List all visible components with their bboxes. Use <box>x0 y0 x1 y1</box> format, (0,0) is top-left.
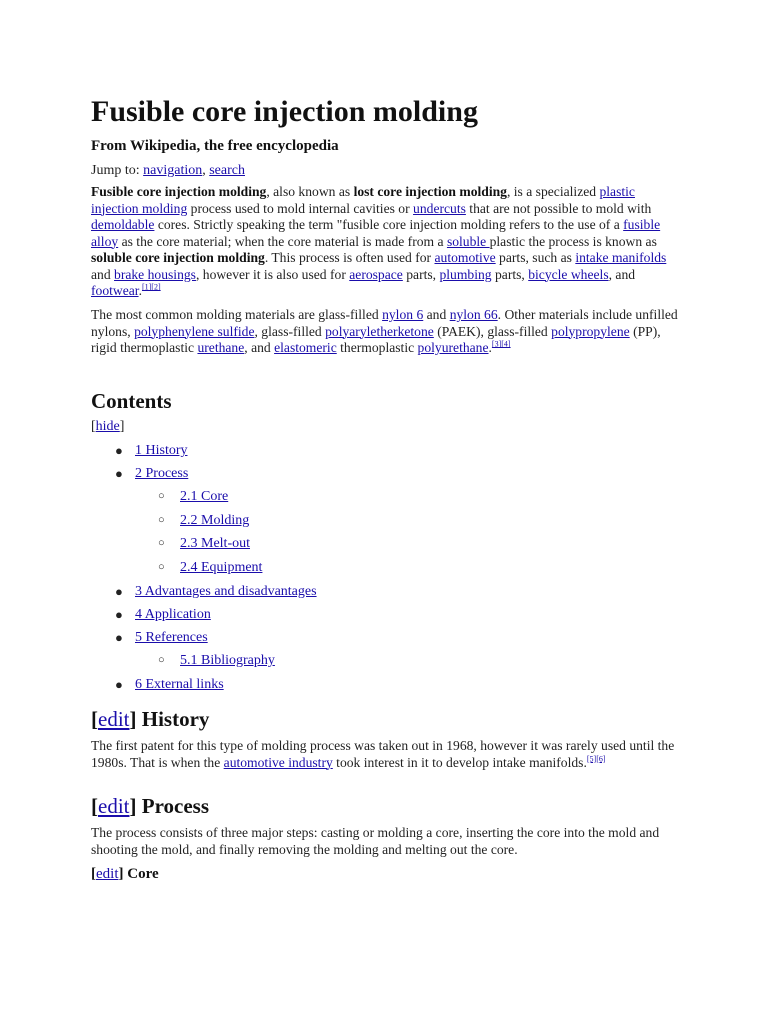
toc-item-external-links <box>115 676 224 693</box>
jump-search-link[interactable]: search <box>209 163 245 178</box>
link-nylon-66[interactable]: nylon 66 <box>449 307 498 322</box>
edit-core-link[interactable]: edit <box>96 866 119 882</box>
circle-bullet-icon: ○ <box>158 514 165 526</box>
text-run: , also known as <box>266 184 354 199</box>
text-run: , glass-filled <box>254 323 326 339</box>
process-paragraph: The process consists of three major steps: casting or molding a core, inserting the core into the mold and shooting the mold, and finally removing the molding and melting out the core. <box>91 825 660 857</box>
link-intake-manifolds[interactable]: intake manifolds <box>575 250 667 265</box>
bracket-close: ] <box>129 707 137 731</box>
text-run: parts, <box>491 266 529 282</box>
link-plastic[interactable]: plastic <box>599 184 635 199</box>
toc-link-equipment[interactable]: 2.4 Equipment <box>180 560 263 575</box>
link-undercuts[interactable]: undercuts <box>413 200 466 216</box>
jump-navigation-link[interactable]: navigation <box>143 163 203 178</box>
text-run: and <box>423 307 450 322</box>
bracket-open: [ <box>91 419 96 434</box>
bullet-icon: ● <box>115 677 123 692</box>
bracket-open: [ <box>91 707 98 731</box>
link-elastomeric[interactable]: elastomeric <box>274 340 337 355</box>
link-aerospace[interactable]: aerospace <box>349 266 403 282</box>
text-run: . Other materials include unfilled nylons, <box>91 307 678 339</box>
text-run: thermoplastic <box>336 340 418 355</box>
link-polyurethane[interactable]: polyurethane <box>417 340 489 355</box>
link-soluble[interactable]: soluble <box>446 233 490 249</box>
toc-item-process <box>115 465 189 482</box>
text-run: The first patent for this type of molding process was taken out in 1968, however it was rarely used until the 1980s. That is when the <box>91 738 675 770</box>
term-bold: soluble core injection molding <box>91 250 265 265</box>
citation-link[interactable]: [1][2] <box>141 282 161 292</box>
bracket-close: ] <box>129 794 137 818</box>
text-run: , however it is also used for <box>195 266 350 282</box>
link-injection-molding[interactable]: injection molding <box>91 200 188 216</box>
intro-paragraph <box>91 184 681 300</box>
text-run: took interest in it to develop intake manifolds. <box>332 754 587 770</box>
toc-item-core <box>158 488 229 505</box>
text-run: and <box>91 266 115 282</box>
jump-to-bar <box>91 162 245 179</box>
toc-link-core[interactable]: 2.1 Core <box>180 489 229 504</box>
text-run: parts, such as <box>495 250 576 265</box>
bullet-icon: ● <box>115 584 123 599</box>
circle-bullet-icon: ○ <box>158 490 165 502</box>
page-title: Fusible core injection molding <box>91 95 478 128</box>
toc-item-history <box>115 442 188 459</box>
toc-item-bibliography <box>158 652 275 669</box>
toc-item-references <box>115 629 208 646</box>
bracket-close: ] <box>118 866 124 882</box>
section-heading-core <box>91 865 159 883</box>
toc-item-molding <box>158 512 250 529</box>
term-bold: lost core injection molding <box>353 184 507 199</box>
circle-bullet-icon: ○ <box>158 561 165 573</box>
text-run: , and <box>244 340 275 355</box>
toc-item-advantages <box>115 583 317 600</box>
toc-link-molding[interactable]: 2.2 Molding <box>180 513 250 528</box>
bullet-icon: ● <box>115 630 123 645</box>
jump-separator: , <box>202 163 210 178</box>
link-brake-housings[interactable]: brake housings <box>114 266 196 282</box>
text-run: . This process is often used for <box>264 250 435 265</box>
text-run: (PP), rigid thermoplastic <box>91 323 661 355</box>
history-paragraph <box>91 738 681 771</box>
text-run: , and <box>608 266 636 282</box>
bracket-open: [ <box>91 794 98 818</box>
bullet-icon: ● <box>115 607 123 622</box>
bracket-open: [ <box>91 866 96 882</box>
section-heading-process <box>91 793 209 819</box>
link-polyphenylene-sulfide[interactable]: polyphenylene sulfide <box>134 323 255 339</box>
link-demoldable[interactable]: demoldable <box>91 217 155 232</box>
link-automotive-industry[interactable]: automotive industry <box>223 754 333 770</box>
link-polyaryletherketone[interactable]: polyaryletherketone <box>325 323 434 339</box>
bracket-close: ] <box>119 419 125 434</box>
toc-link-history[interactable]: 1 History <box>135 443 188 458</box>
link-urethane[interactable]: urethane <box>197 340 245 355</box>
link-plumbing[interactable]: plumbing <box>439 266 492 282</box>
text-run: , is a specialized <box>506 184 600 199</box>
circle-bullet-icon: ○ <box>158 654 165 666</box>
section-title: Core <box>123 866 159 882</box>
toc-item-application <box>115 606 211 623</box>
link-polypropylene[interactable]: polypropylene <box>551 323 630 339</box>
materials-paragraph <box>91 307 681 357</box>
text-run: The most common molding materials are glass-filled <box>91 307 383 322</box>
toc-toggle <box>91 418 124 435</box>
toc-item-melt-out <box>158 535 250 552</box>
toc-link-bibliography[interactable]: 5.1 Bibliography <box>180 653 275 668</box>
link-bicycle-wheels[interactable]: bicycle wheels <box>528 266 609 282</box>
text-run: . <box>138 283 142 298</box>
bullet-icon: ● <box>115 466 123 481</box>
text-run: plastic the process is known as <box>489 233 657 249</box>
text-run: (PAEK), glass-filled <box>433 323 552 339</box>
edit-process-link[interactable]: edit <box>98 794 130 818</box>
circle-bullet-icon: ○ <box>158 537 165 549</box>
text-run: process used to mold internal cavities or <box>187 200 414 216</box>
toc-link-process[interactable]: 2 Process <box>135 466 189 481</box>
toc-link-advantages[interactable]: 3 Advantages and disadvantages <box>135 584 317 599</box>
jump-to-label: Jump to: <box>91 163 144 178</box>
link-nylon-6[interactable]: nylon 6 <box>382 307 424 322</box>
citation-link[interactable]: [5][6] <box>586 753 606 763</box>
text-run: cores. Strictly speaking the term "fusible core injection molding refers to the use of a <box>154 217 624 232</box>
toc-link-references[interactable]: 5 References <box>135 630 208 645</box>
text-run: . <box>488 340 492 355</box>
bullet-icon: ● <box>115 443 123 458</box>
text-run: that are not possible to mold with <box>465 200 652 216</box>
page-subtitle: From Wikipedia, the free encyclopedia <box>91 138 339 154</box>
link-fusible-alloy[interactable]: fusible alloy <box>91 217 661 249</box>
toc-item-equipment <box>158 559 263 576</box>
term-bold: Fusible core injection molding <box>91 184 267 199</box>
section-heading-history <box>91 706 209 732</box>
citation-link[interactable]: [3][4] <box>491 339 511 349</box>
link-automotive[interactable]: automotive <box>434 250 496 265</box>
toc-link-external-links[interactable]: 6 External links <box>135 677 224 692</box>
contents-heading: Contents <box>91 389 172 413</box>
toc-link-application[interactable]: 4 Application <box>135 607 211 622</box>
section-title: Process <box>136 794 210 818</box>
text-run: parts, <box>402 266 440 282</box>
edit-history-link[interactable]: edit <box>98 707 130 731</box>
section-title: History <box>136 707 210 731</box>
toc-link-melt-out[interactable]: 2.3 Melt-out <box>180 536 250 551</box>
text-run: as the core material; when the core material is made from a <box>118 233 447 249</box>
toc-hide-link[interactable]: hide <box>95 419 120 434</box>
link-footwear[interactable]: footwear <box>91 283 139 298</box>
